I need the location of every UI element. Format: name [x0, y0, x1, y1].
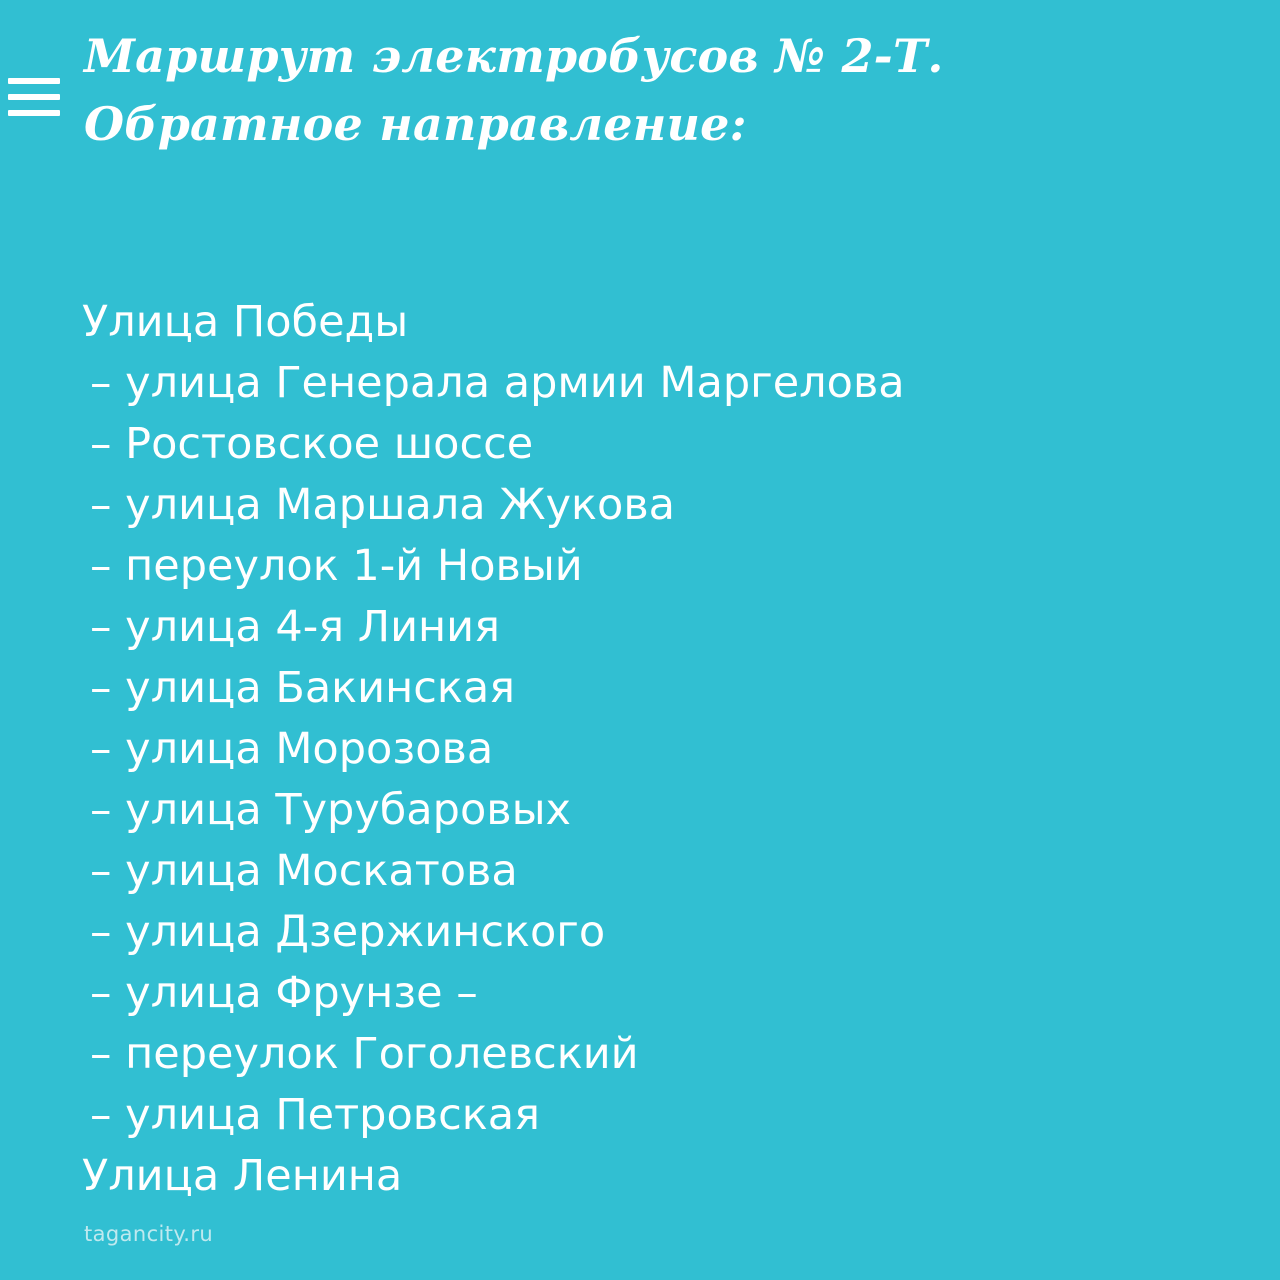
menu-line-2	[8, 94, 60, 100]
menu-line-1	[8, 78, 60, 84]
route-stop-item: – улица Маршала Жукова	[90, 480, 676, 530]
route-stop-item: – улица Турубаровых	[90, 785, 571, 835]
route-stop-item: – переулок 1-й Новый	[90, 541, 583, 591]
page-title-line-2: Обратное направление:	[84, 97, 747, 152]
route-stop-item: Улица Победы	[82, 297, 409, 347]
route-stop-item: – Ростовское шоссе	[90, 419, 534, 469]
menu-lines-icon	[8, 78, 60, 116]
route-stop-item: – улица Петровская	[90, 1090, 540, 1140]
page-title-line-1: Маршрут электробусов № 2-Т.	[84, 29, 944, 83]
route-stop-item: – улица 4-я Линия	[90, 602, 500, 652]
route-stop-item: – улица Бакинская	[90, 663, 516, 713]
route-stop-item: – улица Москатова	[90, 846, 518, 896]
route-stop-item: Улица Ленина	[82, 1151, 403, 1201]
menu-line-3	[8, 110, 60, 116]
route-stop-item: – переулок Гоголевский	[90, 1029, 639, 1079]
route-stop-item: – улица Дзержинского	[90, 907, 606, 957]
route-stop-item: – улица Фрунзе –	[90, 968, 478, 1018]
route-stop-list	[82, 292, 1222, 1207]
route-stop-item: – улица Морозова	[90, 724, 494, 774]
source-label: tagancity.ru	[84, 1222, 214, 1246]
page-title	[84, 22, 1214, 158]
route-stop-item: – улица Генерала армии Маргелова	[90, 358, 905, 408]
